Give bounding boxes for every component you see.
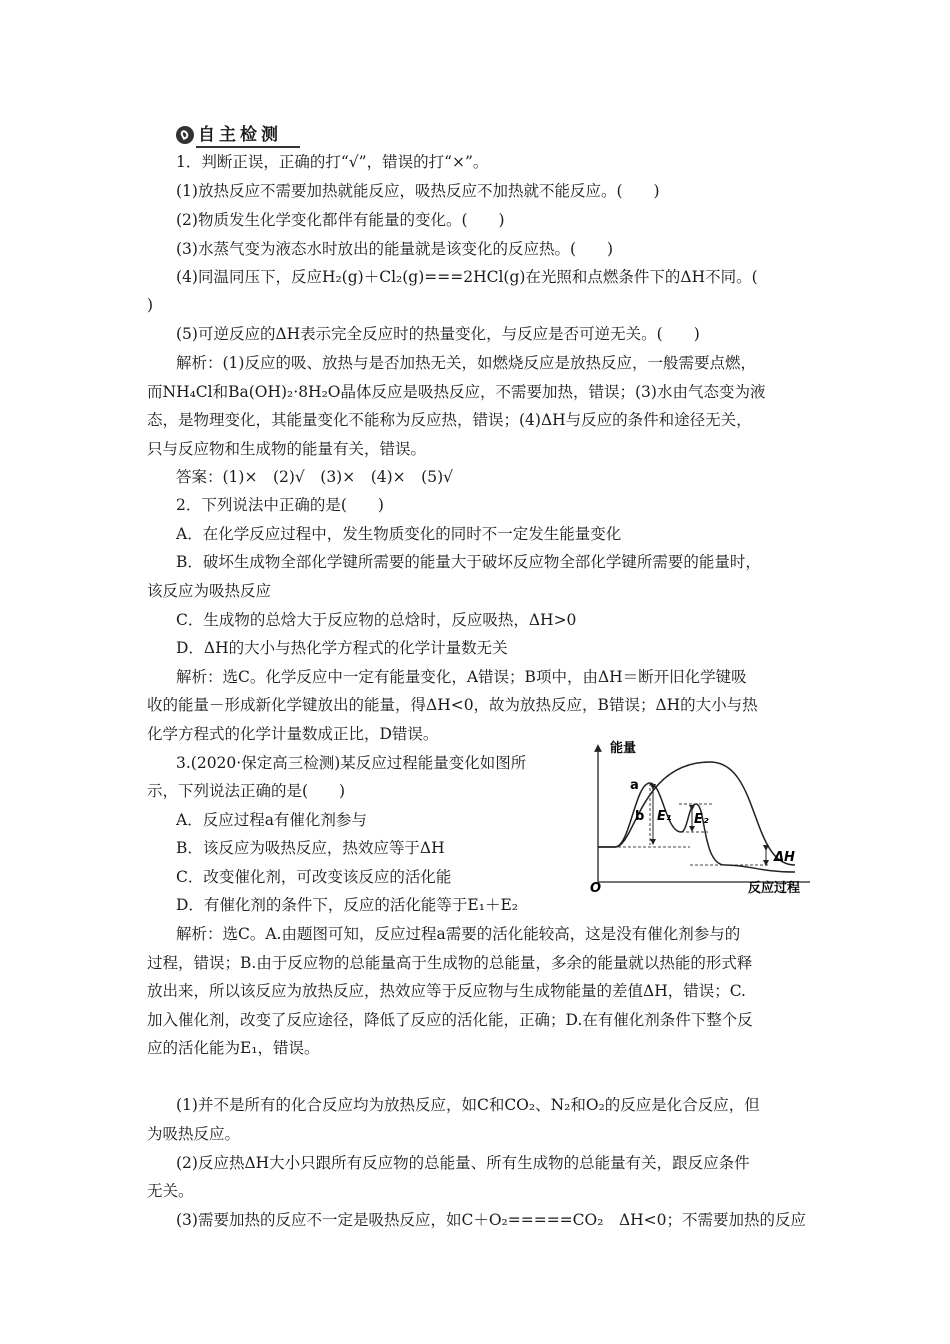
- section-title: 自主检测: [198, 125, 282, 145]
- e1-label: E₁: [657, 809, 672, 824]
- q1-item-3: (3)水蒸气变为液态水时放出的能量就是该变化的反应热。( ): [176, 240, 614, 258]
- q1-analysis-2: 而NH₄Cl和Ba(OH)₂·8H₂O晶体反应是吸热反应，不需要加热，错误；(3)水由气态变为液: [147, 383, 766, 401]
- q1-item-2: (2)物质发生化学变化都伴有能量的变化。( ): [176, 211, 505, 229]
- q2-stem: 2．下列说法中正确的是( ): [176, 496, 384, 514]
- y-axis-label: 能量: [610, 741, 637, 756]
- q3-analysis-4: 加入催化剂，改变了反应途径，降低了反应的活化能，正确；D.在有催化剂条件下整个反: [147, 1011, 753, 1029]
- q2-option-a: A．在化学反应过程中，发生物质变化的同时不一定发生能量变化: [176, 525, 622, 543]
- q3-analysis-2: 过程，错误；B.由于反应物的总能量高于生成物的总能量，多余的能量就以热能的形式释: [147, 954, 753, 972]
- note-2-cont: 无关。: [147, 1182, 194, 1200]
- curve-a-label: a: [630, 778, 639, 793]
- q1-analysis-3: 态，是物理变化，其能量变化不能称为反应热，错误；(4)ΔH与反应的条件和途径无关，: [147, 411, 752, 429]
- note-2: (2)反应热ΔH大小只跟所有反应物的总能量、所有生成物的总能量有关，跟反应条件: [176, 1154, 750, 1172]
- q1-item-5: (5)可逆反应的ΔH表示完全反应时的热量变化，与反应是否可逆无关。( ): [176, 325, 700, 343]
- q3-stem-1: 3.(2020·保定高三检测)某反应过程能量变化如图所: [176, 754, 527, 772]
- q1-analysis-4: 只与反应物和生成物的能量有关，错误。: [147, 440, 427, 458]
- q3-analysis-5: 应的活化能为E₁，错误。: [147, 1039, 320, 1057]
- q2-analysis-1: 解析：选C。化学反应中一定有能量变化，A错误；B项中，由ΔH＝断开旧化学键吸: [176, 668, 747, 686]
- q2-option-d: D．ΔH的大小与热化学方程式的化学计量数无关: [176, 639, 508, 657]
- e2-label: E₂: [694, 812, 709, 827]
- energy-profile-diagram: [590, 740, 815, 895]
- q2-option-c: C．生成物的总焓大于反应物的总焓时，反应吸热，ΔH>0: [176, 611, 577, 629]
- q1-stem: 1．判断正误，正确的打“√”，错误的打“×”。: [176, 153, 489, 171]
- q1-answer: 答案：(1)× (2)√ (3)× (4)× (5)√: [176, 468, 453, 486]
- q3-option-d: D．有催化剂的条件下，反应的活化能等于E₁＋E₂: [176, 896, 518, 914]
- delta-h-label: ΔH: [774, 850, 795, 865]
- curve-b-label: b: [635, 809, 645, 824]
- q1-item-4: (4)同温同压下，反应H₂(g)＋Cl₂(g)===2HCl(g)在光照和点燃条件下的ΔH不同。(: [176, 268, 758, 286]
- header-underline: [196, 146, 300, 148]
- q3-option-a: A．反应过程a有催化剂参与: [176, 811, 367, 829]
- q2-option-b-cont: 该反应为吸热反应: [147, 582, 272, 600]
- q1-item-4-cont: ): [147, 296, 154, 314]
- q2-option-b: B．破坏生成物全部化学键所需要的能量大于破坏反应物全部化学键所需要的能量时，: [176, 553, 761, 571]
- q3-stem-2: 示，下列说法正确的是( ): [147, 782, 346, 800]
- pen-icon: [176, 126, 194, 144]
- q2-analysis-3: 化学方程式的化学计量数成正比，D错误。: [147, 725, 439, 743]
- q2-analysis-2: 收的能量－形成新化学键放出的能量，得ΔH<0，故为放热反应，B错误；ΔH的大小与热: [147, 696, 758, 714]
- q1-item-1: (1)放热反应不需要加热就能反应，吸热反应不加热就不能反应。( ): [176, 182, 660, 200]
- q3-option-b: B．该反应为吸热反应，热效应等于ΔH: [176, 839, 445, 857]
- q3-analysis-3: 放出来，所以该反应为放热反应，热效应等于反应物与生成物能量的差值ΔH，错误；C.: [147, 982, 746, 1000]
- section-header: [176, 124, 300, 146]
- origin-label: O: [590, 881, 602, 895]
- note-3: (3)需要加热的反应不一定是吸热反应，如C＋O₂=====CO₂ ΔH<0；不需要加热的反应: [176, 1211, 807, 1229]
- q3-analysis-1: 解析：选C。A.由题图可知，反应过程a需要的活化能较高，这是没有催化剂参与的: [176, 925, 741, 943]
- curve-b: [598, 783, 795, 872]
- note-1: (1)并不是所有的化合反应均为放热反应，如C和CO₂、N₂和O₂的反应是化合反应，但: [176, 1096, 760, 1114]
- q1-analysis-1: 解析：(1)反应的吸、放热与是否加热无关，如燃烧反应是放热反应，一般需要点燃，: [176, 354, 756, 372]
- q3-option-c: C．改变催化剂，可改变该反应的活化能: [176, 868, 452, 886]
- note-1-cont: 为吸热反应。: [147, 1125, 241, 1143]
- x-axis-label: 反应过程: [748, 881, 801, 895]
